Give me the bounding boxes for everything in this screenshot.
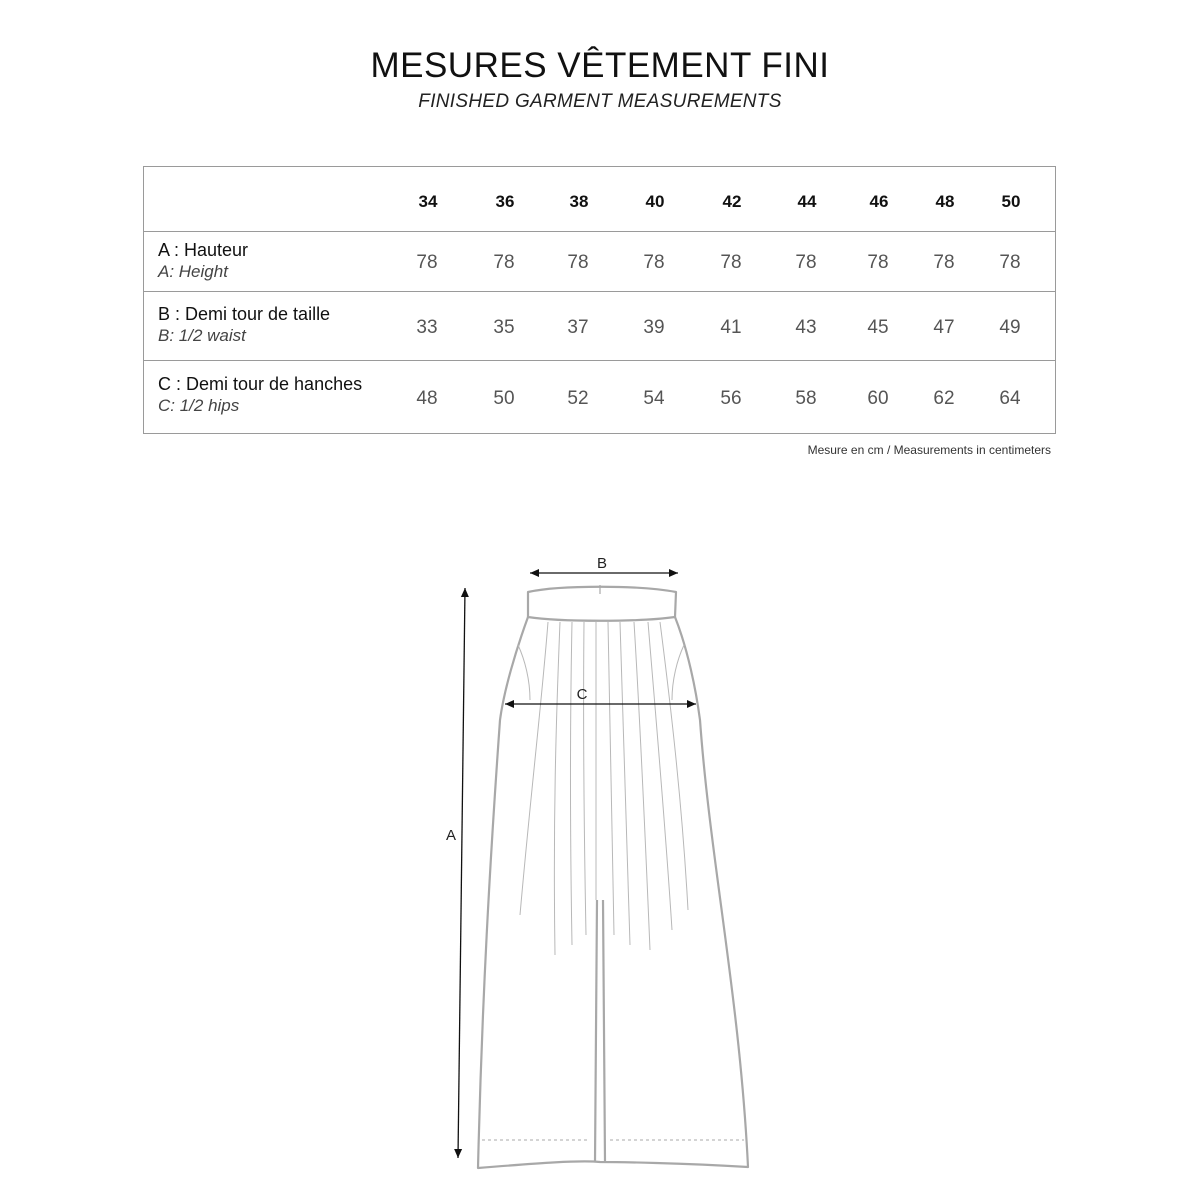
table-cell: 49 [999,317,1021,338]
table-cell: 56 [720,388,742,409]
label-c: C [576,686,588,703]
table-cell: 64 [999,388,1021,409]
table-cell: 48 [416,388,438,409]
label-b: B [596,555,608,572]
size-header: 38 [569,192,589,211]
size-header: 50 [1001,192,1021,211]
size-header: 42 [722,192,742,211]
size-header: 40 [645,192,665,211]
table-cell: 47 [933,317,955,338]
row-label-fr: C : Demi tour de hanches [158,374,363,394]
height-arrow [458,588,465,1158]
table-cell: 43 [795,317,817,338]
table-cell: 78 [999,252,1021,273]
size-header: 46 [869,192,889,211]
row-label-en: C: 1/2 hips [158,396,240,415]
table-cell: 33 [416,317,438,338]
table-cell: 41 [720,317,742,338]
table-cell: 58 [795,388,817,409]
size-header: 34 [418,192,438,211]
size-header: 36 [495,192,515,211]
table-cell: 37 [567,317,589,338]
table-cell: 78 [643,252,665,273]
table-cell: 78 [720,252,742,273]
table-cell: 54 [643,388,665,409]
table-cell: 60 [867,388,889,409]
row-label-en: B: 1/2 waist [158,326,246,345]
center-slit [595,900,605,1162]
table-cell: 45 [867,317,889,338]
table-cell: 52 [567,388,589,409]
table-cell: 35 [493,317,515,338]
table-cell: 78 [567,252,589,273]
row-label-en: A: Height [158,262,228,281]
row-label-fr: B : Demi tour de taille [158,304,331,324]
table-cell: 78 [416,252,438,273]
size-header: 48 [935,192,955,211]
table-cell: 62 [933,388,955,409]
table-cell: 78 [867,252,889,273]
table-cell: 39 [643,317,665,338]
table-cell: 78 [493,252,515,273]
row-label-fr: A : Hauteur [158,240,249,260]
table-cell: 78 [795,252,817,273]
table-cell: 50 [493,388,515,409]
size-header: 44 [797,192,817,211]
page-subtitle: FINISHED GARMENT MEASUREMENTS [418,91,782,112]
label-a: A [445,827,457,844]
unit-note: Mesure en cm / Measurements in centimeters [807,443,1051,457]
page-title: MESURES VÊTEMENT FINI [370,46,830,85]
waistband [528,587,676,621]
table-cell: 78 [933,252,955,273]
